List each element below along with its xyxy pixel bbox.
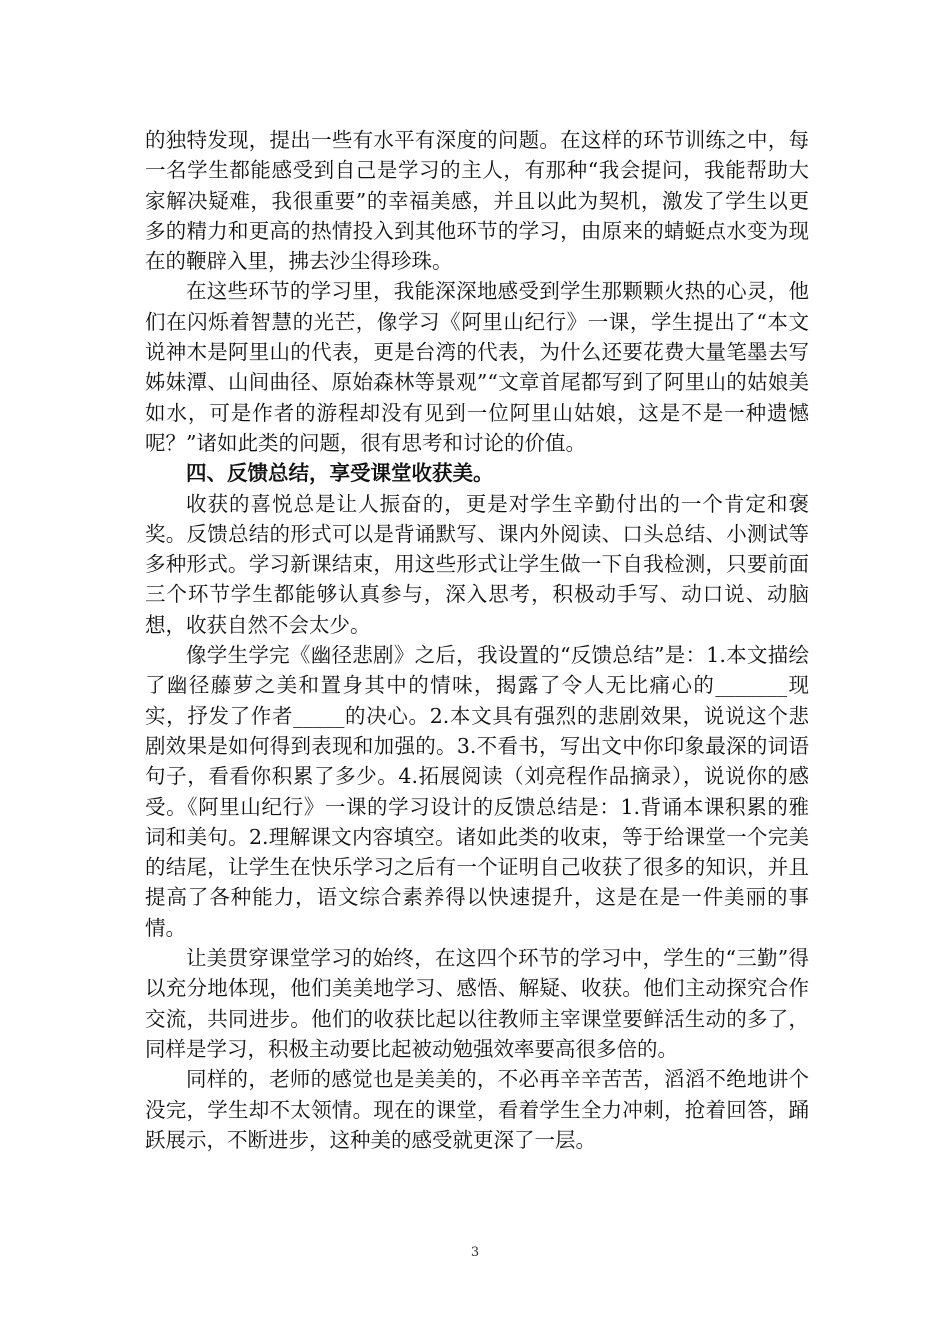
paragraph: 像学生学完《幽径悲剧》之后，我设置的“反馈总结”是：1.本文描绘了幽径藤萝之美和置身其中的情味，揭露了令人无比痛心的_______现实，抒发了作者_____的决心。2.本文具有强烈的悲剧效果，说说这个悲剧效果是如何得到表现和加强的。3.不看书，写出文中你印象最深的词语句子，看看你积累了多少。4.拓展阅读（刘亮程作品摘录），说说你的感受。《阿里山纪行》一课的学习设计的反馈总结是：1.背诵本课积累的雅词和美句。2.理解课文内容填空。诸如此类的收束，等于给课堂一个完美的结尾，让学生在快乐学习之后有一个证明自己收获了很多的知识，并且提高了各种能力，语文综合素养得以快速提升，这是在是一件美丽的事情。	[145, 643, 809, 940]
paragraph-continued: 的独特发现，提出一些有水平有深度的问题。在这样的环节训练之中，每一名学生都能感受到自己是学习的主人，有那种“我会提问，我能帮助大家解决疑难，我很重要”的幸福美感，并且以此为契机，激发了学生以更多的精力和更高的热情投入到其他环节的学习，由原来的蜻蜓点水变为现在的鞭辟入里，拂去沙尘得珍珠。	[145, 128, 809, 274]
paragraph: 让美贯穿课堂学习的始终，在这四个环节的学习中，学生的“三勤”得以充分地体现，他们美美地学习、感悟、解疑、收获。他们主动探究合作交流，共同进步。他们的收获比起以往教师主宰课堂要鲜活生动的多了，同样是学习，积极主动要比起被动勉强效率要高很多倍的。	[145, 946, 809, 1061]
paragraph: 收获的喜悦总是让人振奋的，更是对学生辛勤付出的一个肯定和褒奖。反馈总结的形式可以是背诵默写、课内外阅读、口头总结、小测试等多种形式。学习新课结束，用这些形式让学生做一下自我检测，只要前面三个环节学生都能够认真参与，深入思考，积极动手写、动口说、动脑想，收获自然不会太少。	[145, 491, 809, 637]
section-heading: 四、反馈总结，享受课堂收获美。	[186, 461, 494, 486]
paragraph: 同样的，老师的感觉也是美美的，不必再辛辛苦苦，滔滔不绝地讲个没完，学生却不太领情。现在的课堂，看着学生全力冲刺，抢着回答，踊跃展示，不断进步，这种美的感受就更深了一层。	[145, 1067, 809, 1152]
paragraph: 在这些环节的学习里，我能深深地感受到学生那颗颗火热的心灵，他们在闪烁着智慧的光芒，像学习《阿里山纪行》一课，学生提出了“本文说神木是阿里山的代表，更是台湾的代表，为什么还要花费大量笔墨去写姊妹潭、山间曲径、原始森林等景观”“文章首尾都写到了阿里山的姑娘美如水，可是作者的游程却没有见到一位阿里山姑娘，这是不是一种遗憾呢？”诸如此类的问题，很有思考和讨论的价值。	[145, 279, 809, 455]
document-body	[145, 125, 809, 1155]
page-number: 3	[470, 1245, 480, 1260]
